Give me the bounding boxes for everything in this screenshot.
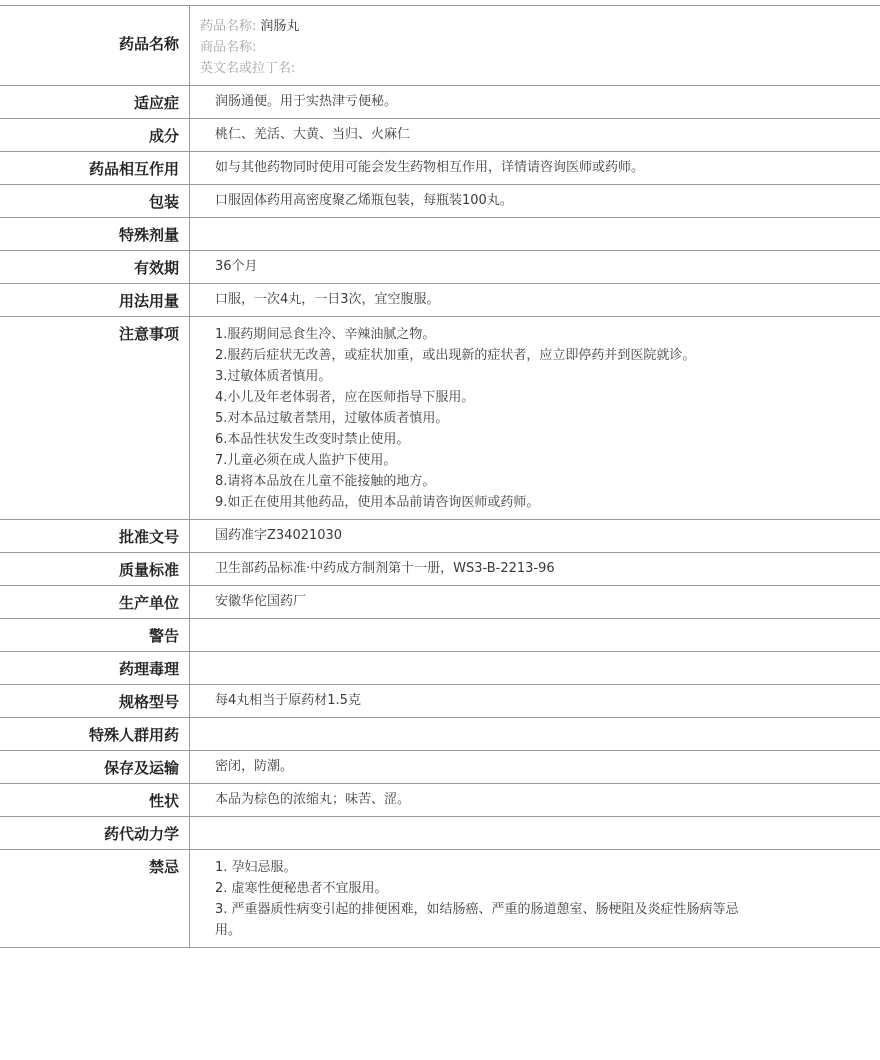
- row-label: 有效期: [0, 251, 190, 283]
- table-row: [0, 751, 880, 784]
- row-value: [190, 718, 880, 750]
- row-label: 批准文号: [0, 520, 190, 552]
- list-item: 3. 严重器质性病变引起的排便困难，如结肠癌、严重的肠道憩室、肠梗阻及炎症性肠病等忌用。: [215, 902, 739, 938]
- list-item: 1. 孕妇忌服。: [215, 860, 297, 875]
- row-label: 特殊剂量: [0, 218, 190, 250]
- row-label: 保存及运输: [0, 751, 190, 783]
- row-value: 本品为棕色的浓缩丸；味苦、涩。: [215, 792, 411, 807]
- drug-name-block: [190, 6, 880, 85]
- row-label: 药品名称: [0, 6, 190, 85]
- list-item: 3.过敏体质者慎用。: [215, 369, 332, 384]
- table-row: [0, 284, 880, 317]
- list-item: 6.本品性状发生改变时禁止使用。: [215, 432, 410, 447]
- row-label: 药品相互作用: [0, 152, 190, 184]
- list-item: 8.请将本品放在儿童不能接触的地方。: [215, 474, 436, 489]
- row-value: 桃仁、羌活、大黄、当归、火麻仁: [215, 127, 411, 142]
- table-row: [0, 520, 880, 553]
- list-item: 9.如正在使用其他药品，使用本品前请咨询医师或药师。: [215, 495, 540, 510]
- row-label: 适应症: [0, 86, 190, 118]
- row-label: 药代动力学: [0, 817, 190, 849]
- list-item: 2. 虚寒性便秘患者不宜服用。: [215, 881, 388, 896]
- drug-info-table: [0, 5, 880, 948]
- table-row: [0, 119, 880, 152]
- row-value: 如与其他药物同时使用可能会发生药物相互作用，详情请咨询医师或药师。: [215, 160, 645, 175]
- latin-name-key: 英文名或拉丁名:: [200, 61, 296, 76]
- table-row: [0, 619, 880, 652]
- row-label: 特殊人群用药: [0, 718, 190, 750]
- precautions-list: [190, 317, 880, 519]
- list-item: 2.服药后症状无改善，或症状加重，或出现新的症状者，应立即停药并到医院就诊。: [215, 348, 696, 363]
- row-label: 生产单位: [0, 586, 190, 618]
- row-value: [190, 619, 880, 651]
- row-value: 安徽华佗国药厂: [215, 594, 307, 609]
- row-label: 成分: [0, 119, 190, 151]
- row-contraindications: [0, 850, 880, 948]
- row-value: 密闭，防潮。: [215, 759, 294, 774]
- list-item: 4.小儿及年老体弱者，应在医师指导下服用。: [215, 390, 475, 405]
- table-row: [0, 586, 880, 619]
- table-row: [0, 784, 880, 817]
- row-label: 包装: [0, 185, 190, 217]
- table-row: [0, 251, 880, 284]
- row-value: 口服固体药用高密度聚乙烯瓶包装，每瓶装100丸。: [215, 193, 513, 208]
- table-row: [0, 718, 880, 751]
- row-label: 禁忌: [0, 850, 190, 947]
- row-value: [190, 652, 880, 684]
- latin-name-line: [200, 58, 880, 79]
- row-value: 每4丸相当于原药材1.5克: [215, 693, 361, 708]
- row-precautions: [0, 317, 880, 520]
- table-row: [0, 152, 880, 185]
- row-value: 36个月: [215, 259, 258, 274]
- row-value: [190, 218, 880, 250]
- list-item: 5.对本品过敏者禁用，过敏体质者慎用。: [215, 411, 449, 426]
- row-label: 药理毒理: [0, 652, 190, 684]
- row-label: 警告: [0, 619, 190, 651]
- generic-name-key: 药品名称:: [200, 19, 257, 34]
- list-item: 1.服药期间忌食生冷、辛辣油腻之物。: [215, 327, 436, 342]
- row-value: 国药准字Z34021030: [215, 528, 343, 543]
- generic-name-line: [200, 16, 880, 37]
- table-row: [0, 553, 880, 586]
- table-row: [0, 652, 880, 685]
- row-label: 质量标准: [0, 553, 190, 585]
- row-value: 口服，一次4丸，一日3次，宜空腹服。: [215, 292, 440, 307]
- row-label: 注意事项: [0, 317, 190, 519]
- row-label: 规格型号: [0, 685, 190, 717]
- table-row: [0, 817, 880, 850]
- row-value: 润肠通便。用于实热津亏便秘。: [215, 94, 398, 109]
- contraindications-list: [190, 850, 880, 947]
- row-label: 性状: [0, 784, 190, 816]
- trade-name-line: [200, 37, 880, 58]
- table-row: [0, 685, 880, 718]
- table-row: [0, 218, 880, 251]
- trade-name-key: 商品名称:: [200, 40, 257, 55]
- table-row: [0, 185, 880, 218]
- row-value: [190, 817, 880, 849]
- generic-name-value: 润肠丸: [260, 19, 300, 34]
- row-drug-name: [0, 6, 880, 86]
- row-value: 卫生部药品标准·中药成方制剂第十一册，WS3-B-2213-96: [215, 561, 555, 576]
- table-row: [0, 86, 880, 119]
- row-label: 用法用量: [0, 284, 190, 316]
- list-item: 7.儿童必须在成人监护下使用。: [215, 453, 397, 468]
